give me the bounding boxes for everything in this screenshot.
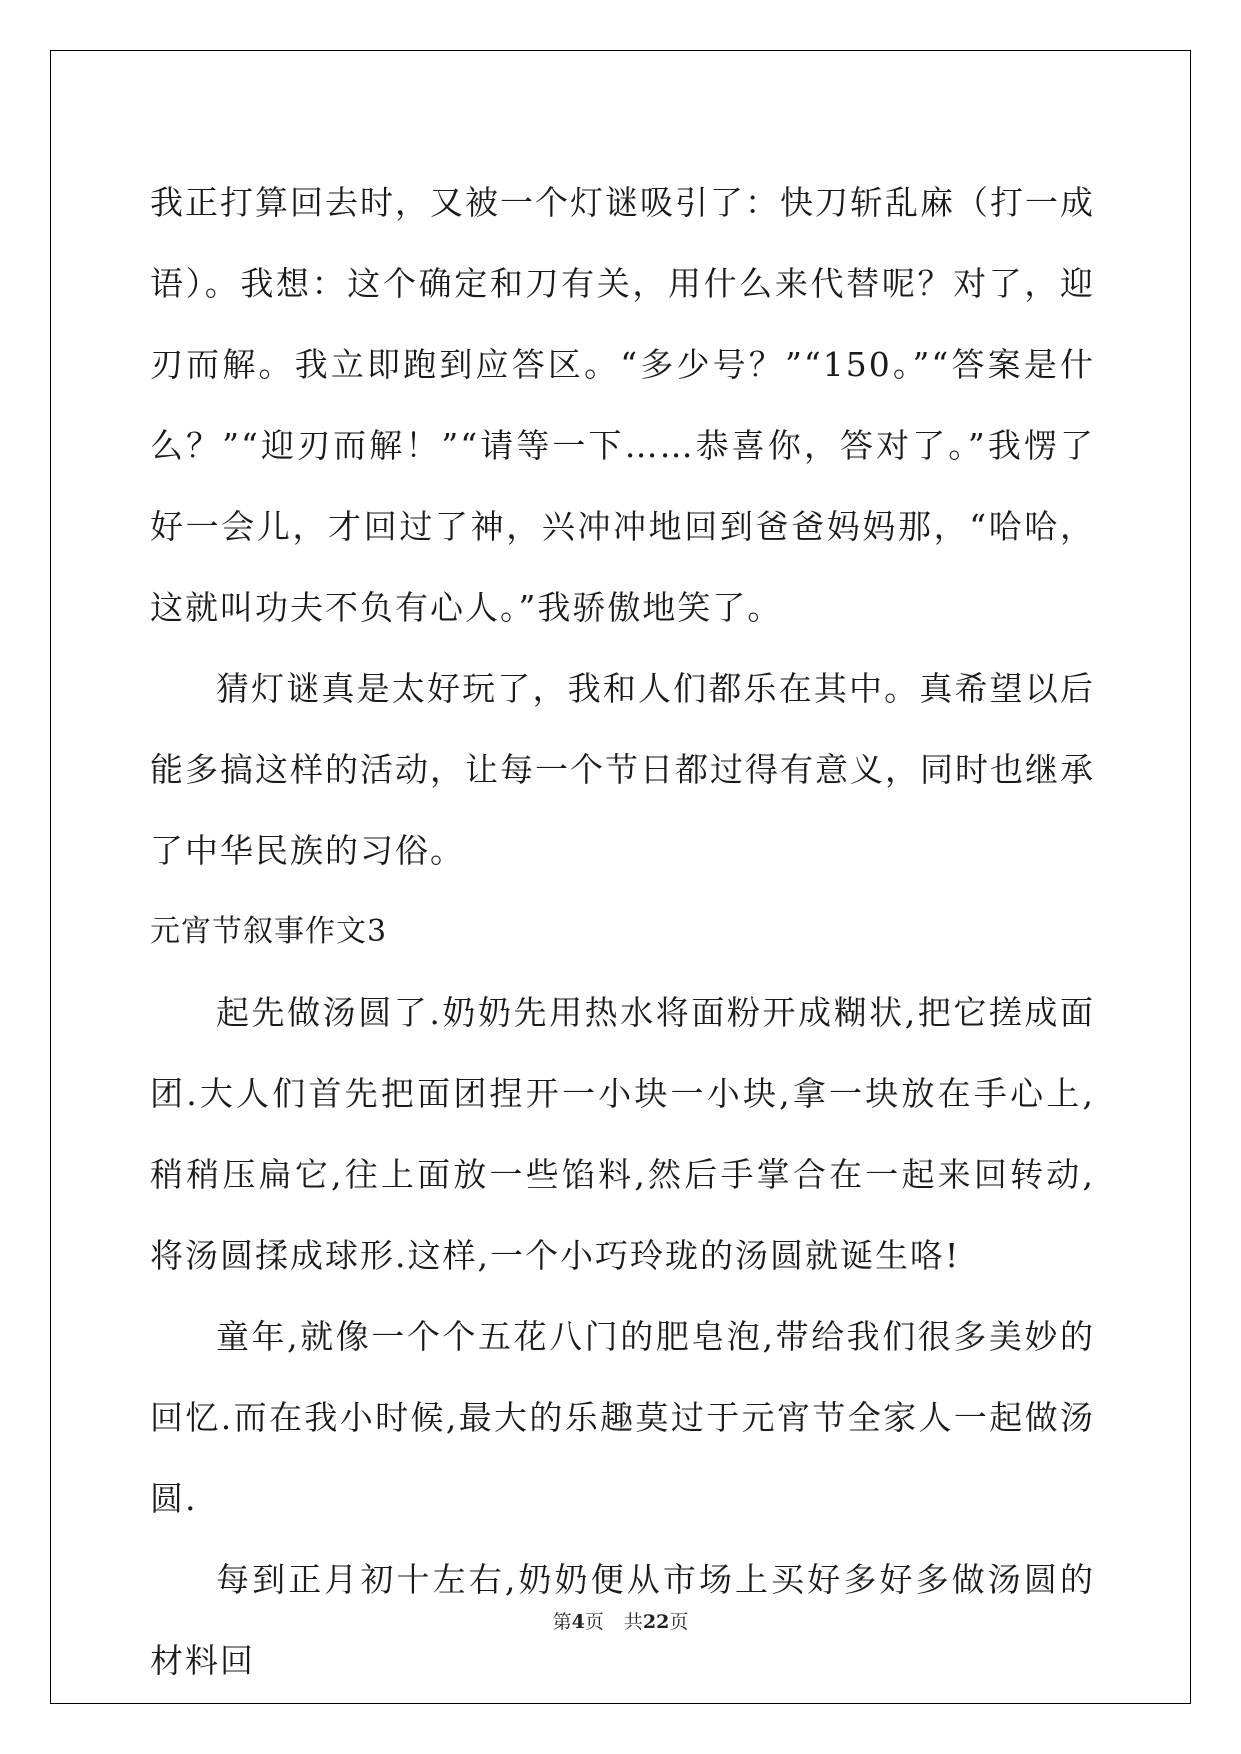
- page-footer: [0, 1607, 1241, 1634]
- document-body: [150, 162, 1095, 1701]
- page-prefix: 第: [552, 1611, 572, 1633]
- page-number: 4: [571, 1611, 585, 1633]
- total-suffix: 页: [669, 1611, 689, 1633]
- paragraph: 童年,就像一个个五花八门的肥皂泡,带给我们很多美妙的回忆.而在我小时候,最大的乐趣莫过于元宵节全家人一起做汤圆.: [150, 1317, 1095, 1518]
- page-suffix: 页: [584, 1611, 604, 1633]
- paragraph: 起先做汤圆了.奶奶先用热水将面粉开成糊状,把它搓成面团.大人们首先把面团捏开一小块一小块,拿一块放在手心上,稍稍压扁它,往上面放一些馅料,然后手掌合在一起来回转动,将汤圆揉成球形.这样,一个小巧玲珑的汤圆就诞生咯!: [150, 993, 1095, 1275]
- paragraph: 每到正月初十左右,奶奶便从市场上买好多好多做汤圆的材料回: [150, 1560, 1095, 1680]
- section-title: 元宵节叙事作文3: [150, 914, 388, 949]
- paragraph: 猜灯谜真是太好玩了，我和人们都乐在其中。真希望以后能多搞这样的活动，让每一个节日都过得有意义，同时也继承了中华民族的习俗。: [150, 669, 1095, 870]
- total-pages: 22: [642, 1611, 670, 1633]
- total-prefix: 共: [623, 1611, 643, 1633]
- paragraph: 我正打算回去时，又被一个灯谜吸引了：快刀斩乱麻（打一成语）。我想：这个确定和刀有关，用什么来代替呢？对了，迎刃而解。我立即跑到应答区。“多少号？”“150。”“答案是什么？”“迎刃而解！”“请等一下……恭喜你，答对了。”我愣了好一会儿，才回过了神，兴冲冲地回到爸爸妈妈那，“哈哈，这就叫功夫不负有心人。”我骄傲地笑了。: [150, 183, 1095, 627]
